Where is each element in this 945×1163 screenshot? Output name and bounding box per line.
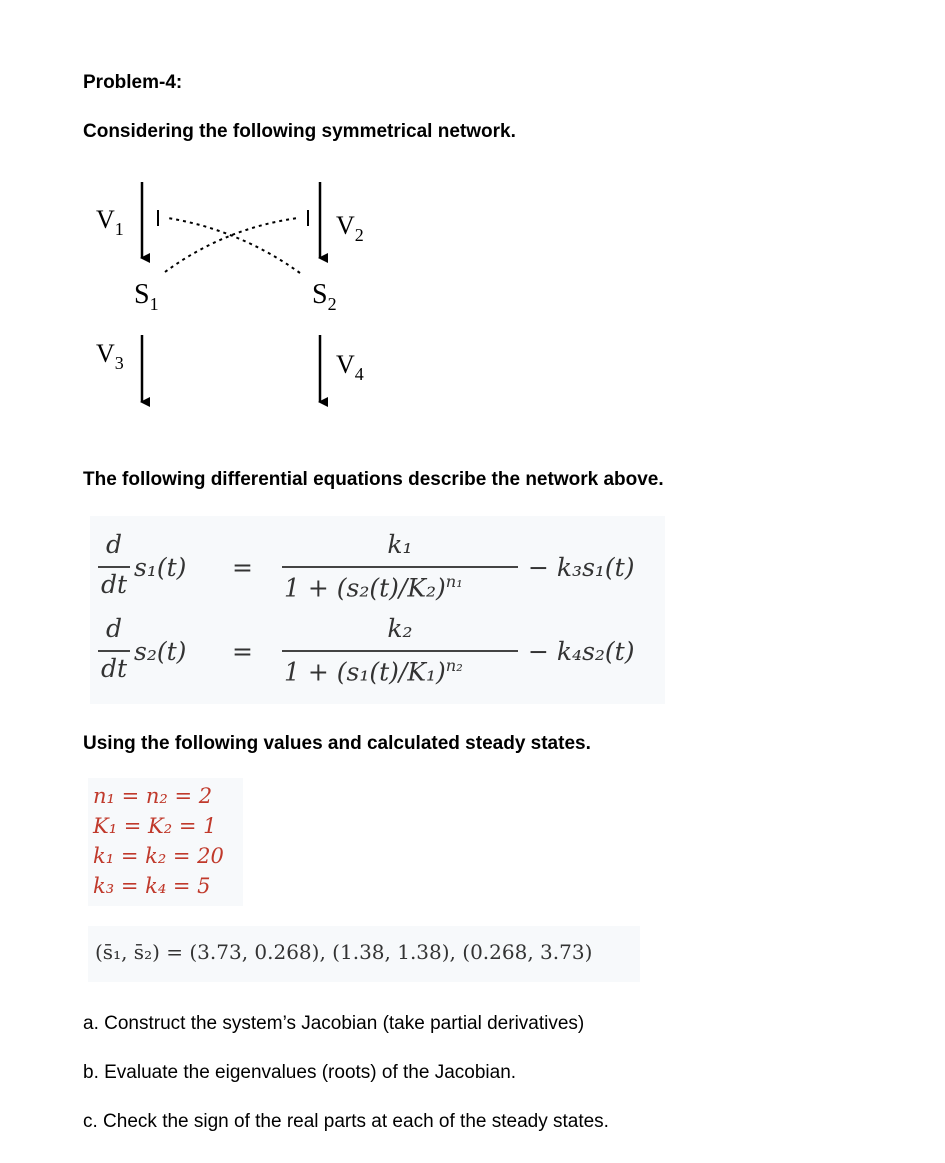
- problem-title: Problem-4:: [83, 72, 183, 93]
- eq2-exponent: n₂: [445, 656, 463, 675]
- task-c: c. Check the sign of the real parts at each of the steady states.: [83, 1111, 609, 1132]
- eq1-numerator: k₁: [387, 530, 413, 559]
- eq2-numerator: k₂: [387, 614, 413, 643]
- task-a: a. Construct the system’s Jacobian (take partial derivatives): [83, 1013, 585, 1034]
- value-line-K: K₁ = K₂ = 1: [93, 814, 217, 838]
- label-s2: $S_2$: [312, 279, 337, 314]
- equations-intro: The following differential equations describe the network above.: [83, 469, 664, 490]
- eq1-lhs-d: d: [105, 530, 122, 559]
- values-intro: Using the following values and calculated steady states.: [83, 733, 591, 754]
- task-b: b. Evaluate the eigenvalues (roots) of the Jacobian.: [83, 1062, 517, 1083]
- eq1-exponent: n₁: [445, 572, 463, 591]
- eq1-equals: =: [232, 553, 253, 582]
- eq1-lhs-dt: dt: [100, 570, 128, 599]
- eq1-tail: − k₃s₁(t): [528, 553, 635, 582]
- value-line-n: n₁ = n₂ = 2: [93, 784, 213, 808]
- inhibition-s2-to-v1: [168, 218, 300, 273]
- label-v2: $V_2$: [336, 211, 364, 245]
- steady-states: (s̄₁, s̄₂) = (3.73, 0.268), (1.38, 1.38), (0.268, 3.73): [95, 940, 593, 964]
- eq1-denominator: $1 + (s_2(t)/K_2)^{n_1}$: [284, 572, 463, 603]
- eq2-lhs-var: s₂(t): [134, 637, 187, 666]
- label-s1: $S_1$: [134, 279, 159, 314]
- eq2-equals: =: [232, 637, 253, 666]
- eq2-lhs-d: d: [105, 614, 122, 643]
- eq2-tail: − k₄s₂(t): [528, 637, 635, 666]
- eq2-denominator: $1 + (s_1(t)/K_1)^{n_2}$: [284, 656, 463, 687]
- intro-text: Considering the following symmetrical network.: [83, 121, 516, 142]
- label-v1: $V_1$: [96, 205, 124, 239]
- inhibition-s1-to-v2: [165, 218, 298, 272]
- value-line-k34: k₃ = k₄ = 5: [93, 874, 211, 898]
- label-v3: $V_3$: [96, 339, 124, 373]
- eq1-lhs-var: s₁(t): [134, 553, 187, 582]
- value-line-k12: k₁ = k₂ = 20: [93, 844, 224, 868]
- eq2-lhs-dt: dt: [100, 654, 128, 683]
- label-v4: $V_4$: [336, 350, 364, 384]
